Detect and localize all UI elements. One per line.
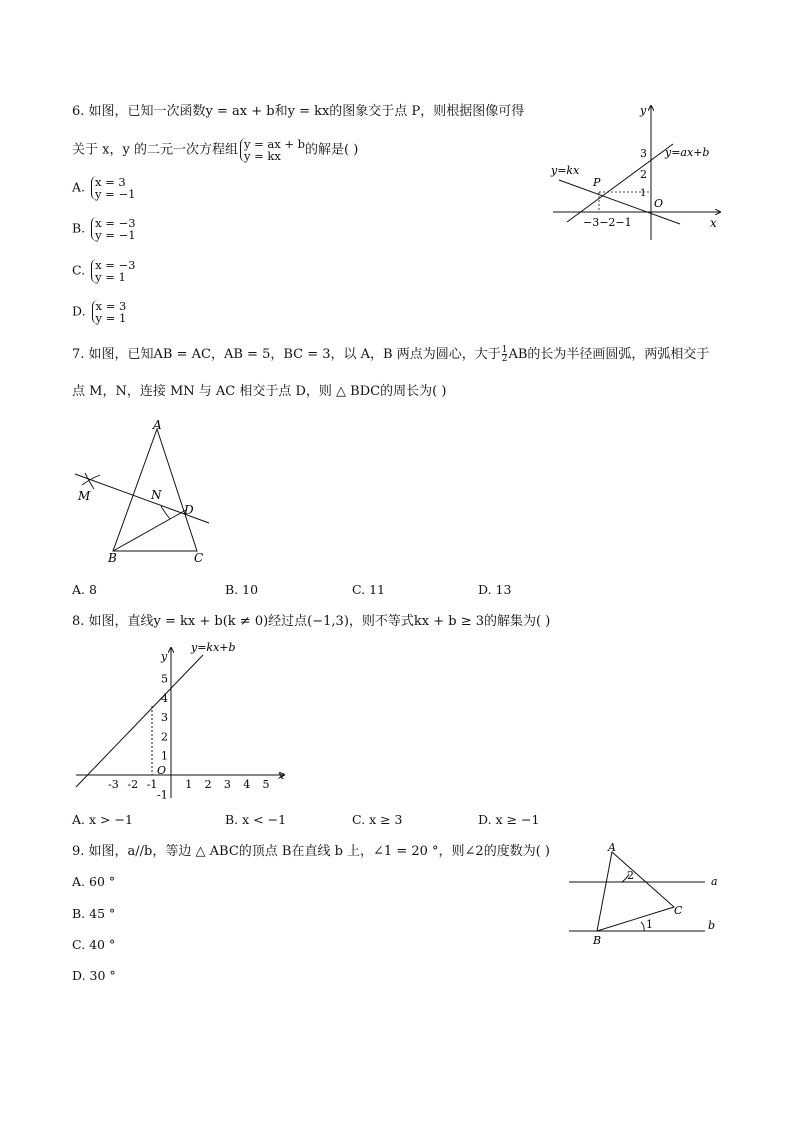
q9-option-c[interactable]: C. 40 °	[72, 937, 116, 952]
q8-option-b[interactable]: B. x < −1	[225, 812, 287, 827]
q6-y-label: y	[640, 104, 647, 117]
q9-option-d[interactable]: D. 30 °	[72, 968, 116, 983]
q7-label-d: D	[184, 503, 194, 517]
q9-label-line-a: a	[711, 875, 718, 888]
q9-stem-line1: 9. 如图，a//b，等边 △ ABC的顶点 B在直线 b 上，∠1 = 20 °，则∠2的度数为( )	[72, 844, 550, 859]
q6-option-d[interactable]: D. x = 3 y = 1	[72, 299, 127, 325]
q6-x-label: x	[710, 216, 717, 230]
q6-option-b[interactable]: B. x = −3 y = −1	[72, 216, 136, 242]
q6-stem-pre: 关于 x，y 的二元一次方程组	[72, 142, 238, 158]
option-label: A.	[72, 179, 86, 195]
q6-stem-line1: 6. 如图，已知一次函数y = ax + b和y = kx的图象交于点 P，则根据图像可得	[72, 104, 525, 119]
q6-option-a[interactable]: A. x = 3 y = −1	[72, 175, 136, 201]
q8-option-c[interactable]: C. x ≥ 3	[352, 812, 403, 827]
q9-triangle	[597, 852, 674, 931]
q7-figure	[72, 415, 217, 567]
q7-option-c[interactable]: C. 11	[352, 582, 385, 597]
q6-equation-system	[240, 138, 305, 162]
q6-point-p: P	[593, 176, 601, 189]
q6-tick-y3: 3	[640, 147, 647, 160]
option-label: B.	[72, 220, 86, 236]
q6-label-kx: y=kx	[551, 164, 580, 177]
q8-x-tick: 3	[223, 778, 231, 791]
q8-y-tick: 4	[161, 691, 168, 705]
q8-line	[76, 655, 203, 787]
q6-option-c[interactable]: C. x = −3 y = 1	[72, 258, 136, 284]
q8-x-tick: 4	[243, 778, 251, 791]
q7-segment-bd	[113, 510, 186, 551]
q8-option-d[interactable]: D. x ≥ −1	[478, 812, 540, 827]
q6-origin-label: O	[654, 197, 664, 210]
q8-y-tick: 1	[161, 749, 168, 763]
q6-figure	[545, 100, 730, 235]
q8-x-label: x	[278, 769, 285, 782]
q7-label-b: B	[108, 551, 117, 565]
q7-label-c: C	[194, 551, 204, 565]
q7-fraction: $\frac{1}{2}$	[501, 345, 508, 364]
q6-eq2: y = kx	[243, 149, 281, 163]
q6-tick-y2: 2	[640, 168, 647, 181]
q9-label-a: A	[608, 841, 616, 854]
q9-label-c: C	[674, 904, 683, 917]
q8-figure	[72, 638, 292, 800]
q6-stem-post: 的解是( )	[305, 142, 359, 158]
q6-line-axb	[567, 144, 673, 222]
q9-label-b: B	[593, 934, 602, 947]
q7-label-m: M	[78, 489, 91, 503]
q7-option-b[interactable]: B. 10	[225, 582, 259, 597]
q7-label-n: N	[151, 488, 162, 502]
q8-x-tick: 2	[204, 778, 212, 791]
q7-option-a[interactable]: A. 8	[72, 582, 97, 597]
q9-figure	[565, 838, 725, 950]
q9-option-b[interactable]: B. 45 °	[72, 906, 116, 921]
q8-stem-line1: 8. 如图，直线y = kx + b(k ≠ 0)经过点(−1,3)，则不等式kx + b ≥ 3的解集为( )	[72, 614, 551, 629]
q7-option-d[interactable]: D. 13	[478, 582, 512, 597]
q7-label-a: A	[153, 418, 162, 432]
q9-angle2-label: 2	[627, 869, 634, 882]
q9-label-line-b: b	[708, 919, 716, 932]
q8-line-label: y=kx+b	[191, 641, 236, 654]
q8-x-tick: -2	[127, 778, 139, 791]
q8-y-tick: 2	[161, 730, 168, 744]
q8-x-tick: 5	[262, 778, 270, 791]
q9-option-a[interactable]: A. 60 °	[72, 874, 116, 889]
q7-stem-pre: 7. 如图，已知AB = AC，AB = 5，BC = 3，以 A，B 两点为圆心，大于	[72, 347, 501, 362]
q6-tick-x: −3−2−1	[583, 216, 632, 229]
q8-x-tick: -1	[146, 778, 158, 791]
q7-stem-line1	[72, 346, 709, 364]
q6-eq1: y = ax + b	[243, 137, 306, 151]
q9-angle1-arc	[641, 922, 644, 931]
q9-angle1-label: 1	[646, 918, 653, 931]
q6-stem-line2	[72, 138, 358, 162]
q8-y-label: y	[161, 650, 168, 663]
q8-y-tick: -1	[157, 788, 168, 802]
q6-tick-y1: 1	[640, 188, 647, 199]
option-label: D.	[72, 303, 86, 319]
q8-x-tick: -3	[108, 778, 119, 791]
q8-option-a[interactable]: A. x > −1	[72, 812, 133, 827]
option-label: C.	[72, 262, 86, 278]
q8-y-tick: 3	[161, 711, 168, 725]
q6-label-axb: y=ax+b	[665, 146, 710, 159]
q8-x-tick: 1	[185, 778, 193, 791]
q8-y-tick: 5	[161, 672, 168, 686]
q7-stem-post: AB的长为半径画圆弧，两弧相交于	[508, 347, 710, 362]
q8-origin: O	[157, 764, 167, 777]
q7-stem-line2: 点 M，N，连接 MN 与 AC 相交于点 D，则 △ BDC的周长为( )	[72, 384, 447, 399]
